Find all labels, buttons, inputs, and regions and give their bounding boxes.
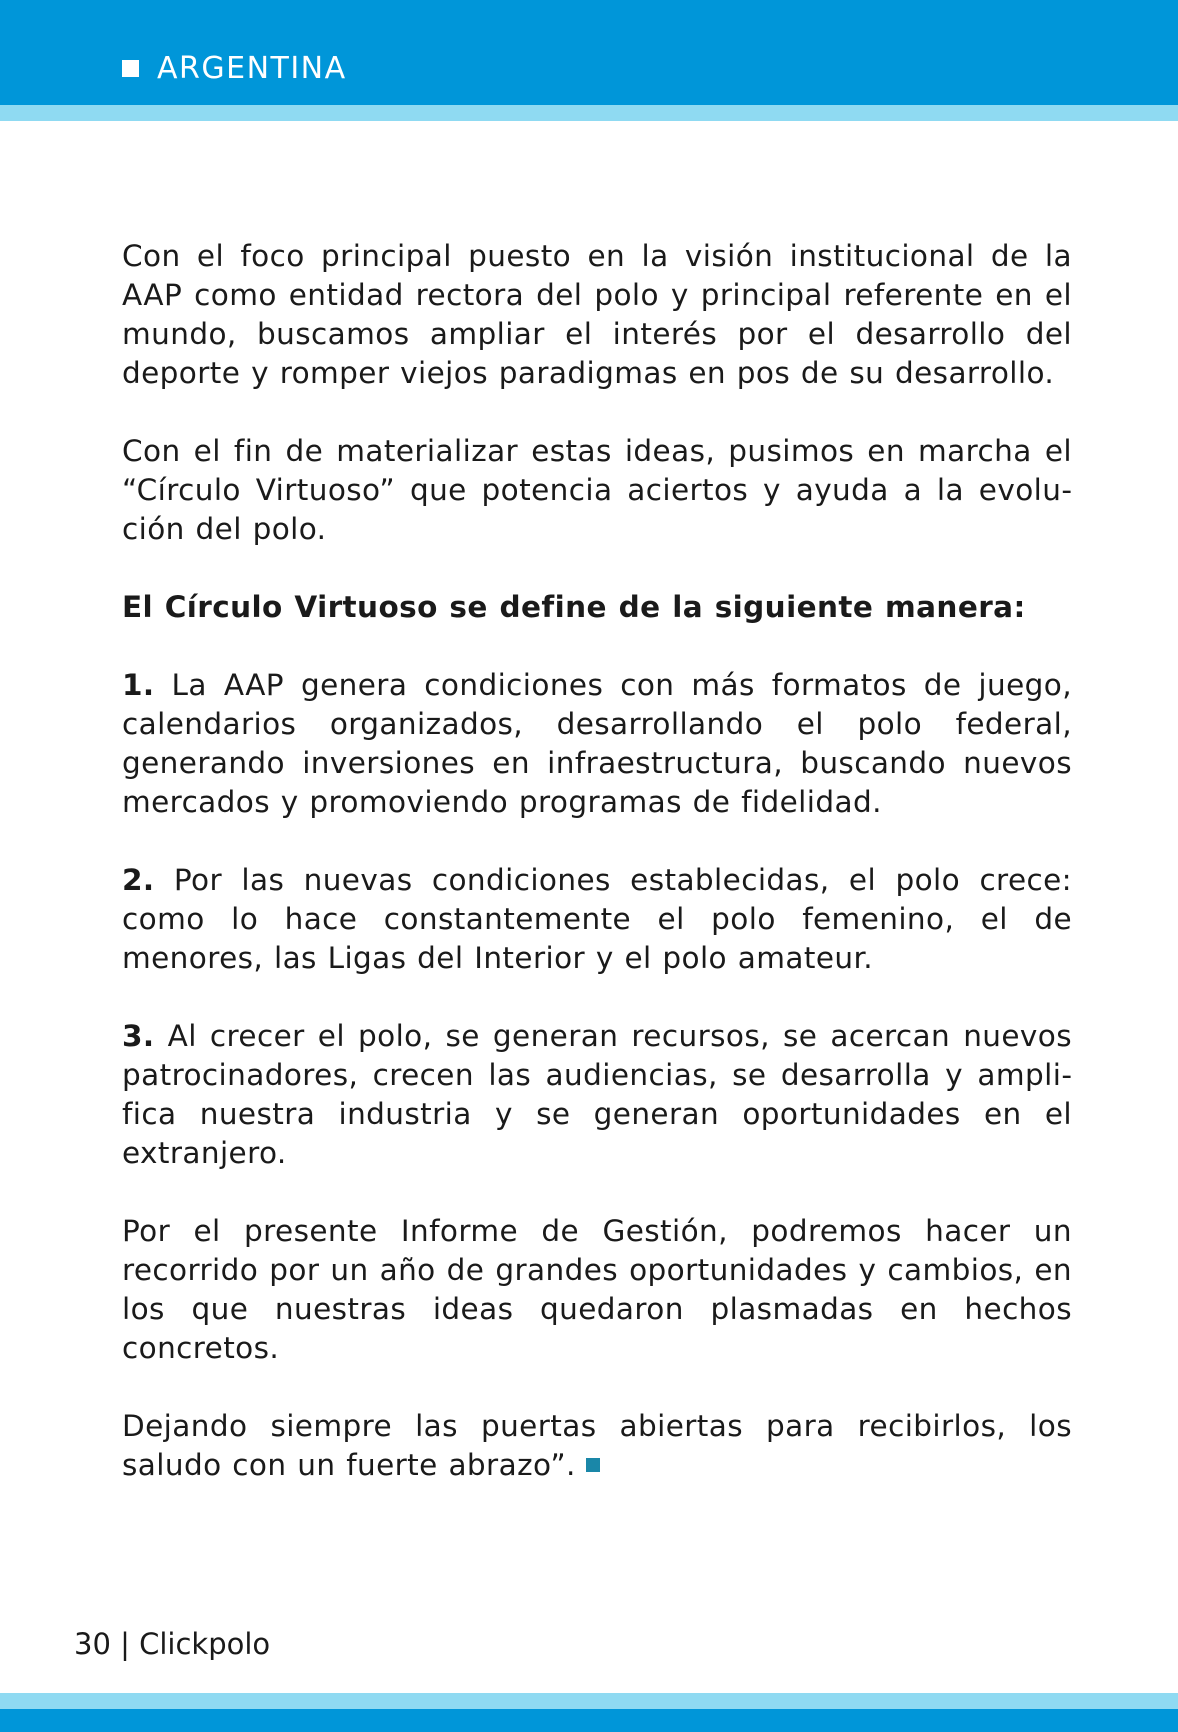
closing-paragraph [122, 1407, 1072, 1485]
list-item-number: 3. [122, 1019, 155, 1053]
paragraph: Por el presente Informe de Gestión, podremos hacer un recorrido por un año de grandes oportunidades y cambios, en los que nuestras ideas quedaron plasmadas en hechos concretos. [122, 1214, 1072, 1365]
header-stripe [0, 105, 1178, 121]
list-item-number: 2. [122, 863, 155, 897]
article-body [122, 237, 1072, 1524]
list-item [122, 861, 1072, 978]
list-item [122, 1017, 1072, 1173]
list-item-text: La AAP genera condiciones con más formatos de juego, calendarios organizados, desarrollando el polo federal, generando inversiones en infraestructura, buscando nuevos mercados y promoviendo programas de fidelidad. [122, 668, 1072, 819]
section-label [122, 48, 347, 88]
paragraph: Con el foco principal puesto en la visión institucional de la AAP como entidad rectora del polo y principal referente en el mundo, buscamos ampliar el interés por el desarrollo del deporte y romper viejos paradigmas en pos de su desarrollo. [122, 239, 1072, 390]
page-footer-label: 30 | Clickpolo [74, 1627, 271, 1661]
square-bullet-icon [122, 60, 139, 77]
paragraph: Con el fin de materializar estas ideas, pusimos en marcha el “Círculo Virtuoso” que potencia aciertos y ayuda a la evolución del polo. [122, 434, 1072, 546]
footer-bar [0, 1709, 1178, 1732]
closing-text: Dejando siempre las puertas abiertas para recibirlos, los saludo con un fuerte abrazo”. [122, 1409, 1072, 1482]
end-of-article-square-icon [586, 1458, 600, 1472]
list-item-text: Por las nuevas condiciones establecidas, el polo crece: como lo hace constantemente el polo femenino, el de menores, las Ligas del Interior y el polo amateur. [122, 863, 1072, 975]
footer-stripe [0, 1693, 1178, 1709]
section-label-text: ARGENTINA [157, 50, 347, 86]
section-heading: El Círculo Virtuoso se define de la siguiente manera: [122, 590, 1026, 624]
list-item [122, 666, 1072, 822]
list-item-text: Al crecer el polo, se generan recursos, se acercan nuevos patrocinadores, crecen las audiencias, se desarrolla y amplifica nuestra industria y se generan oportunidades en el extranjero. [122, 1019, 1073, 1170]
list-item-number: 1. [122, 668, 155, 702]
